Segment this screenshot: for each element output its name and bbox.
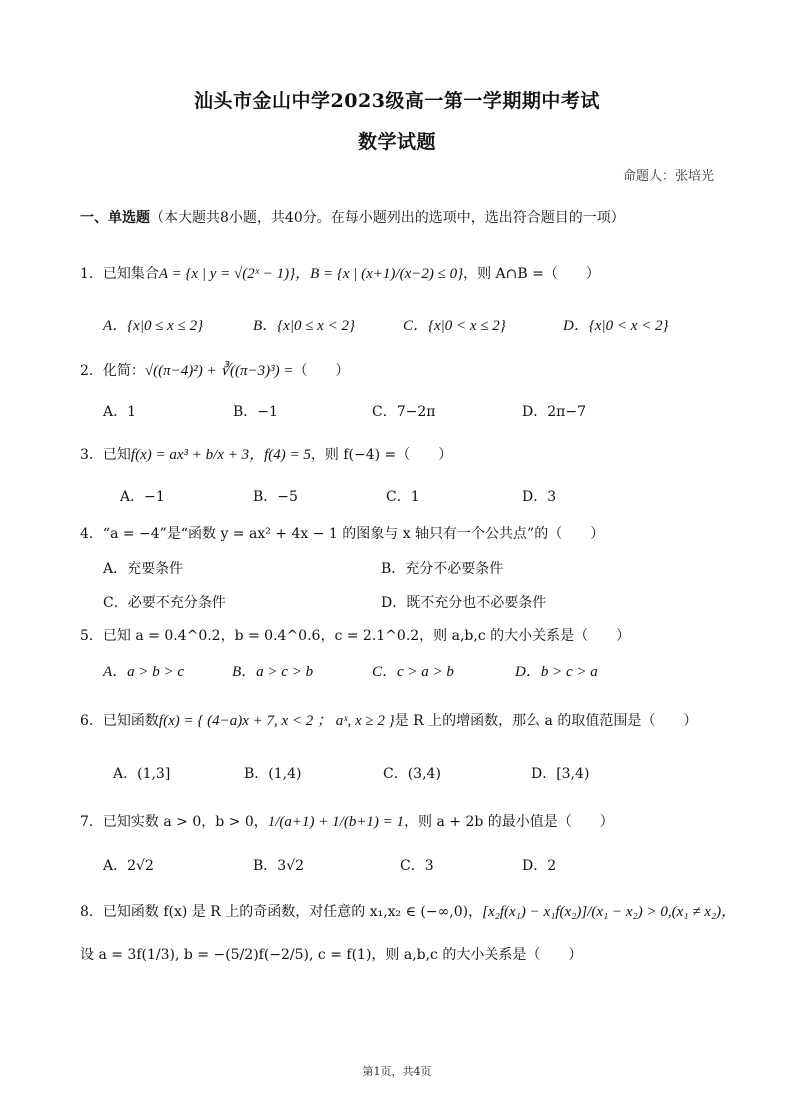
- question-8-prefix: 8．已知函数 f(x) 是 R 上的奇函数，对任意的 x₁,x₂ ∈ (−∞,0)，: [80, 904, 483, 920]
- question-6: [80, 709, 697, 730]
- page-footer: 第1页，共4页: [362, 1065, 432, 1078]
- q6-option-d[interactable]: D．[3,4): [531, 766, 590, 782]
- question-5: 5．已知 a = 0.4^0.2，b = 0.4^0.6，c = 2.1^0.2，则 a,b,c 的大小关系是（ ）: [80, 628, 631, 644]
- q5-option-c[interactable]: C．c > a > b: [372, 664, 454, 680]
- section-description: （本大题共8小题，共40分。在每小题列出的选项中，选出符合题目的一项）: [150, 210, 625, 226]
- question-7: [80, 811, 614, 831]
- q4-option-c[interactable]: C．必要不充分条件: [103, 595, 226, 611]
- question-8-line-2: 设 a = 3f(1/3), b = −(5/2)f(−2/5), c = f(1)，则 a,b,c 的大小关系是（ ）: [80, 947, 583, 963]
- q6-option-c[interactable]: C．(3,4): [383, 766, 441, 782]
- question-6-suffix: 是 R 上的增函数，那么 a 的取值范围是（ ）: [394, 713, 698, 729]
- q4-option-a[interactable]: A．充要条件: [103, 561, 184, 577]
- q1-option-b[interactable]: B．{x|0 ≤ x < 2}: [253, 318, 355, 334]
- question-1: [80, 262, 600, 283]
- question-1-suffix: ，则 A∩B =（ ）: [463, 266, 600, 282]
- q7-option-d[interactable]: D．2: [522, 858, 557, 874]
- q5-option-b[interactable]: B．a > c > b: [232, 664, 314, 680]
- q1-option-a[interactable]: A．{x|0 ≤ x ≤ 2}: [103, 318, 204, 334]
- question-2-math: √((π−4)²) + ∛((π−3)³) =: [144, 363, 294, 379]
- q2-option-d[interactable]: D．2π−7: [522, 404, 586, 420]
- question-7-suffix: ，则 a + 2b 的最小值是（ ）: [404, 814, 614, 830]
- section-heading: [80, 207, 625, 227]
- q2-option-b[interactable]: B．−1: [233, 404, 278, 420]
- q3-option-c[interactable]: C．1: [386, 489, 420, 505]
- q3-option-a[interactable]: A．−1: [120, 489, 165, 505]
- question-3: [80, 443, 452, 464]
- question-4: 4．“a = −4”是“函数 y = ax² + 4x − 1 的图象与 x 轴只有一个公共点”的（ ）: [80, 526, 605, 542]
- q6-option-b[interactable]: B．(1,4): [244, 766, 302, 782]
- q7-option-b[interactable]: B．3√2: [253, 858, 305, 874]
- question-7-prefix: 7．已知实数 a > 0，b > 0，: [80, 814, 268, 830]
- q2-option-c[interactable]: C．7−2π: [372, 404, 436, 420]
- q3-option-d[interactable]: D．3: [522, 489, 557, 505]
- question-3-prefix: 3．已知: [80, 447, 131, 463]
- question-8-math: [x₂f(x₁) − x₁f(x₂)]/(x₁ − x₂) > 0,(x₁ ≠ x₂)，: [482, 904, 737, 920]
- q2-option-a[interactable]: A．1: [103, 404, 137, 420]
- page-title: 汕头市金山中学2023级高一第一学期期中考试: [194, 90, 600, 112]
- section-title: 一、单选题: [80, 210, 150, 226]
- q5-option-d[interactable]: D．b > c > a: [515, 664, 598, 680]
- author-line: 命题人：张培光: [622, 169, 714, 184]
- question-2: [80, 360, 349, 380]
- q7-option-c[interactable]: C．3: [400, 858, 434, 874]
- page-subtitle: 数学试题: [357, 131, 436, 153]
- q1-option-d[interactable]: D．{x|0 < x < 2}: [563, 318, 669, 334]
- question-1-math: A = {x | y = √(2ˣ − 1)}，B = {x | (x+1)/(x−2) ≤ 0}: [158, 266, 464, 282]
- q6-option-a[interactable]: A．(1,3]: [113, 766, 171, 782]
- question-1-prefix: 1．已知集合: [80, 266, 159, 282]
- question-2-prefix: 2．化简：: [80, 363, 145, 379]
- q1-option-c[interactable]: C．{x|0 < x ≤ 2}: [403, 318, 506, 334]
- q4-option-d[interactable]: D．既不充分也不必要条件: [381, 595, 547, 611]
- q4-option-b[interactable]: B．充分不必要条件: [381, 561, 504, 577]
- question-6-math: f(x) = { (4−a)x + 7, x < 2 ； aˣ, x ≥ 2 }: [158, 713, 395, 729]
- q3-option-b[interactable]: B．−5: [253, 489, 298, 505]
- question-3-math: f(x) = ax³ + b/x + 3，f(4) = 5: [130, 447, 311, 463]
- question-7-math: 1/(a+1) + 1/(b+1) = 1: [267, 814, 405, 830]
- q7-option-a[interactable]: A．2√2: [103, 858, 154, 874]
- question-2-suffix: （ ）: [293, 363, 350, 379]
- question-8: [80, 900, 736, 921]
- question-6-prefix: 6．已知函数: [80, 713, 159, 729]
- q5-option-a[interactable]: A．a > b > c: [103, 664, 185, 680]
- question-3-suffix: ，则 f(−4) =（ ）: [310, 447, 453, 463]
